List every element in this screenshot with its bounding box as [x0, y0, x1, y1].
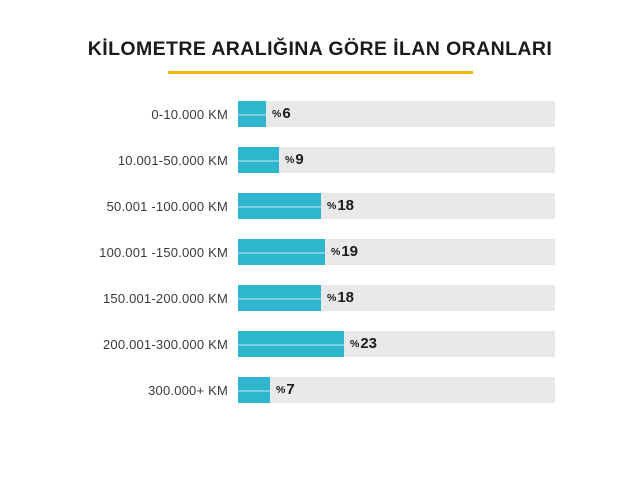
chart-row: [0, 284, 640, 312]
value-number: 19: [341, 243, 359, 260]
bar-track-wrapper: [238, 239, 555, 265]
percent-symbol: %: [350, 338, 360, 350]
title-block: [0, 0, 640, 74]
value-number: 6: [282, 105, 291, 122]
percent-symbol: %: [285, 154, 295, 166]
percent-symbol: %: [331, 246, 341, 258]
category-label: 100.001 -150.000 KM: [99, 244, 228, 260]
chart-row: [0, 238, 640, 266]
category-label: 0-10.000 KM: [151, 106, 228, 122]
page-title: KİLOMETRE ARALIĞINA GÖRE İLAN ORANLARI: [87, 38, 553, 60]
bar-fill: [238, 193, 321, 219]
bar-track-wrapper: [238, 377, 555, 403]
chart-row: [0, 100, 640, 128]
bar-value-label: [350, 331, 377, 357]
bar-fill: [238, 285, 321, 311]
bar-value-label: [327, 193, 354, 219]
chart-row: [0, 146, 640, 174]
bar-value-label: [331, 239, 358, 265]
bar-fill: [238, 101, 266, 127]
percent-symbol: %: [327, 292, 337, 304]
category-label: 50.001 -100.000 KM: [106, 198, 228, 214]
bar-value-label: [276, 377, 295, 403]
bar-track-wrapper: [238, 101, 555, 127]
bar-track-wrapper: [238, 147, 555, 173]
chart-row: [0, 192, 640, 220]
value-number: 7: [286, 381, 295, 398]
bar-value-label: [327, 285, 354, 311]
bar-track-wrapper: [238, 285, 555, 311]
value-number: 9: [295, 151, 304, 168]
percent-symbol: %: [327, 200, 337, 212]
value-number: 18: [337, 289, 355, 306]
value-number: 23: [360, 335, 378, 352]
category-label: 200.001-300.000 KM: [102, 336, 228, 352]
chart-row: [0, 376, 640, 404]
bar-fill: [238, 147, 279, 173]
chart-row: [0, 330, 640, 358]
category-label: 300.000+ KM: [148, 382, 228, 398]
bar-fill: [238, 377, 270, 403]
bar-fill: [238, 331, 344, 357]
percent-symbol: %: [272, 108, 282, 120]
bar-chart: [0, 100, 640, 404]
bar-fill: [238, 239, 325, 265]
bar-value-label: [272, 101, 291, 127]
percent-symbol: %: [276, 384, 286, 396]
category-label: 10.001-50.000 KM: [117, 152, 228, 168]
bar-track-wrapper: [238, 193, 555, 219]
category-label: 150.001-200.000 KM: [102, 290, 228, 306]
title-underline: [168, 71, 473, 74]
bar-track-wrapper: [238, 331, 555, 357]
bar-value-label: [285, 147, 304, 173]
value-number: 18: [337, 197, 355, 214]
